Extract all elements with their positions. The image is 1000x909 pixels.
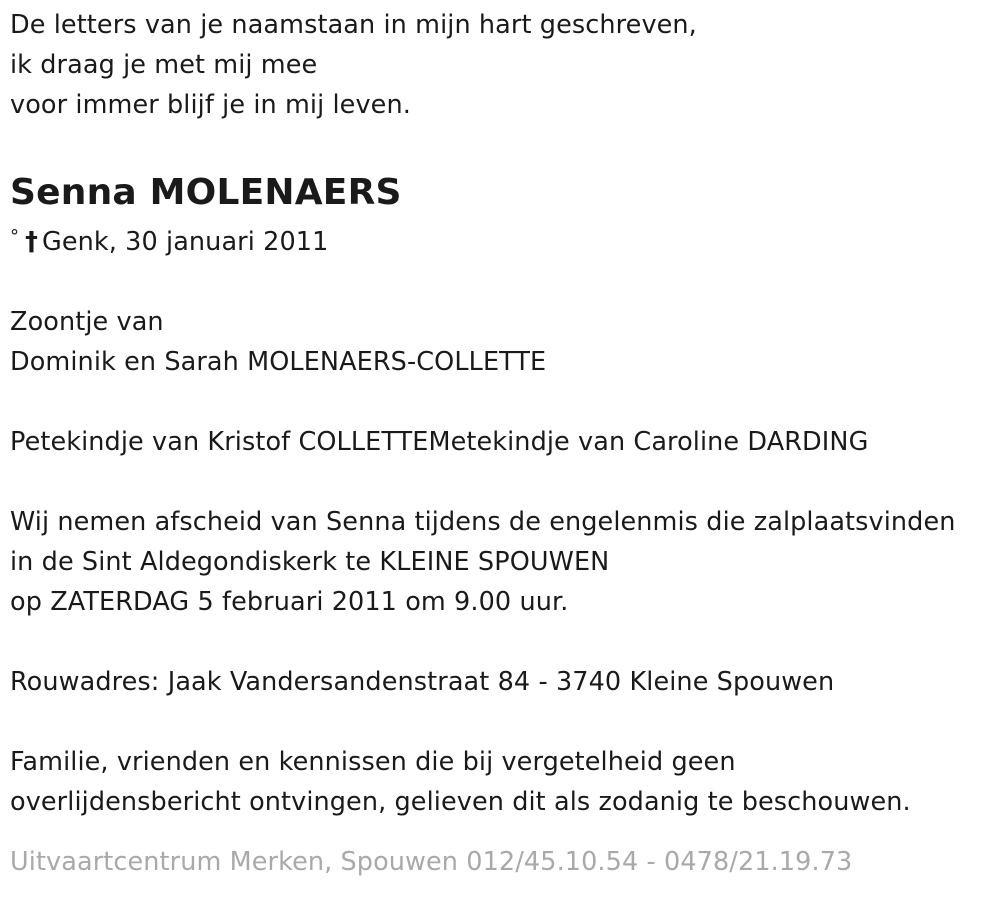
notice-line: overlijdensbericht ontvingen, gelieven dit als zodanig te beschouwen. bbox=[10, 787, 911, 817]
parents-intro: Zoontje van bbox=[10, 307, 164, 337]
birth-death-line bbox=[10, 217, 995, 262]
funeral-home-footer: Uitvaartcentrum Merken, Spouwen 012/45.10.54 - 0478/21.19.73 bbox=[10, 847, 853, 877]
ceremony-line: op ZATERDAG 5 februari 2011 om 9.00 uur. bbox=[10, 587, 569, 617]
poem-line: ik draag je met mij mee bbox=[10, 50, 318, 80]
ceremony-line: in de Sint Aldegondiskerk te KLEINE SPOUWEN bbox=[10, 547, 610, 577]
poem bbox=[10, 5, 995, 125]
deceased-name: Senna MOLENAERS bbox=[10, 172, 402, 213]
birth-symbol: ° bbox=[10, 226, 20, 247]
death-cross-icon: † bbox=[25, 227, 38, 257]
obituary-notice bbox=[10, 0, 995, 882]
ceremony-line: Wij nemen afscheid van Senna tijdens de engelenmis die zalplaatsvinden bbox=[10, 507, 956, 537]
mourning-address: Rouwadres: Jaak Vandersandenstraat 84 - 3740 Kleine Spouwen bbox=[10, 667, 835, 697]
notice-line: Familie, vrienden en kennissen die bij vergetelheid geen bbox=[10, 747, 736, 777]
parents-names: Dominik en Sarah MOLENAERS-COLLETTE bbox=[10, 347, 547, 377]
poem-line: De letters van je naamstaan in mijn hart geschreven, bbox=[10, 10, 697, 40]
poem-line: voor immer blijf je in mij leven. bbox=[10, 90, 411, 120]
place-date: Genk, 30 januari 2011 bbox=[41, 227, 329, 257]
godparents: Petekindje van Kristof COLLETTEMetekindje van Caroline DARDING bbox=[10, 427, 869, 457]
